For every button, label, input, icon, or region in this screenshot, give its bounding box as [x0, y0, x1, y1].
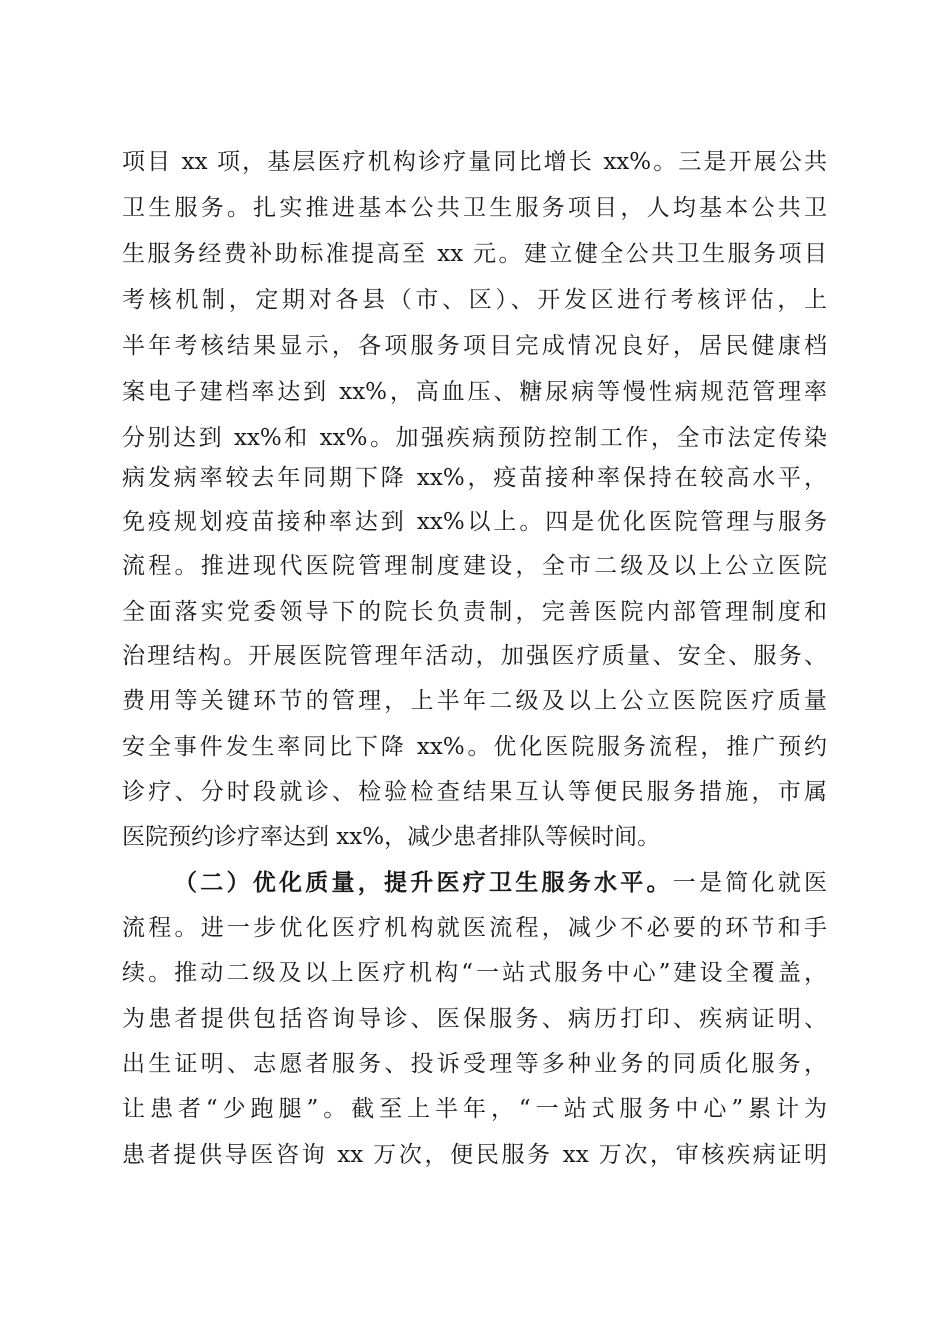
text-line: 诊疗、分时段就诊、检验检查结果互认等便民服务措施，市属: [122, 779, 827, 805]
text-line: 流程。推进现代医院管理制度建设，全市二级及以上公立医院: [122, 553, 827, 579]
text-line: 费用等关键环节的管理，上半年二级及以上公立医院医疗质量: [122, 688, 827, 714]
text-line: 为患者提供包括咨询导诊、医保服务、病历打印、疾病证明、: [122, 1006, 827, 1032]
text-line: 出生证明、志愿者服务、投诉受理等多种业务的同质化服务，: [122, 1051, 827, 1077]
text-line: 治理结构。开展医院管理年活动，加强医疗质量、安全、服务、: [122, 643, 827, 669]
text-line: 考核机制，定期对各县（市、区）、开发区进行考核评估，上: [122, 287, 827, 313]
text-line: 免疫规划疫苗接种率达到 xx%以上。四是优化医院管理与服务: [122, 509, 827, 535]
text-line: 医院预约诊疗率达到 xx%，减少患者排队等候时间。: [122, 824, 661, 850]
text-line: 半年考核结果显示，各项服务项目完成情况良好，居民健康档: [122, 333, 827, 359]
text-line: 全面落实党委领导下的院长负责制，完善医院内部管理制度和: [122, 599, 827, 625]
section-heading-rest: 一是简化就医: [672, 870, 827, 896]
text-line: 生服务经费补助标准提高至 xx 元。建立健全公共卫生服务项目: [122, 241, 827, 267]
text-line: 卫生服务。扎实推进基本公共卫生服务项目，人均基本公共卫: [122, 195, 827, 221]
text-line: 续。推动二级及以上医疗机构“一站式服务中心”建设全覆盖，: [122, 960, 827, 986]
text-line: 病发病率较去年同期下降 xx%，疫苗接种率保持在较高水平，: [122, 465, 827, 491]
text-line: 项目 xx 项，基层医疗机构诊疗量同比增长 xx%。三是开展公共: [122, 149, 827, 175]
section-heading: （二）优化质量，提升医疗卫生服务水平。: [174, 869, 673, 896]
section-heading-line: [174, 867, 827, 899]
text-line: 案电子建档率达到 xx%，高血压、糖尿病等慢性病规范管理率: [122, 379, 827, 405]
text-line: 分别达到 xx%和 xx%。加强疾病预防控制工作，全市法定传染: [122, 425, 827, 451]
text-line: 流程。进一步优化医疗机构就医流程，减少不必要的环节和手: [122, 915, 827, 941]
text-line: 让患者“少跑腿”。截至上半年，“一站式服务中心”累计为: [122, 1096, 827, 1122]
text-line: 患者提供导医咨询 xx 万次，便民服务 xx 万次，审核疾病证明: [122, 1142, 827, 1168]
text-line: 安全事件发生率同比下降 xx%。优化医院服务流程，推广预约: [122, 734, 827, 760]
